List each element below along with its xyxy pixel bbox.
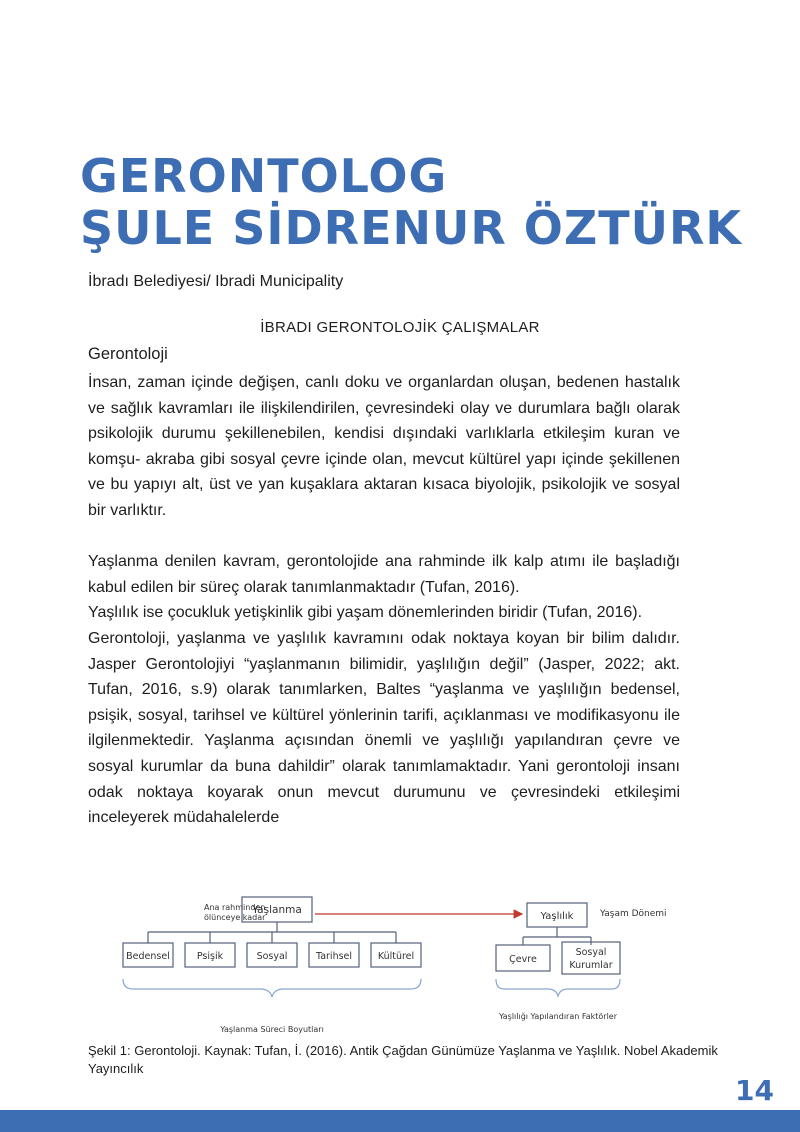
page-number: 14 <box>735 1074 774 1107</box>
label-bedensel: Bedensel <box>126 951 170 962</box>
label-tarihsel: Tarihsel <box>315 951 353 962</box>
brace-left <box>123 979 421 997</box>
body-text <box>88 370 680 831</box>
section-heading: İBRADI GERONTOLOJİK ÇALIŞMALAR <box>260 319 540 336</box>
title-line-1: GERONTOLOG <box>80 149 448 203</box>
paragraph: Yaşlılık ise çocukluk yetişkinlik gibi yaşam dönemlerinden biridir (Tufan, 2016). <box>88 604 643 622</box>
subheading: Gerontoloji <box>88 345 168 363</box>
title-line-2: ŞULE SİDRENUR ÖZTÜRK <box>80 201 743 255</box>
label-cevre: Çevre <box>509 954 537 965</box>
figure-caption: Şekil 1: Gerontoloji. Kaynak: Tufan, İ. (2016). Antik Çağdan Günümüze Yaşlanma ve Yaşlılık. Nobel Akademik Yayıncılık <box>88 1043 718 1076</box>
paragraph: Yaşlanma denilen kavram, gerontolojide ana rahminde ilk kalp atımı ile başladığı kabul edilen bir süreç olarak tanımlanmaktadır (Tufan, 2016). <box>88 553 680 596</box>
label-yasam-donemi: Yaşam Dönemi <box>600 909 667 919</box>
gerontology-diagram <box>110 895 667 1040</box>
label-sosyal-kurumlar-2: Kurumlar <box>569 960 613 971</box>
affiliation: İbradı Belediyesi/ Ibradi Municipality <box>88 273 344 290</box>
page-title <box>80 150 742 254</box>
label-yaslilik: Yaşlılık <box>540 911 574 922</box>
note-line-2: ölünceye kadar <box>204 913 266 922</box>
label-sosyal: Sosyal <box>256 951 288 962</box>
label-right-group: Yaşlılığı Yapılandıran Faktörler <box>498 1012 618 1021</box>
footer-bar <box>0 1110 800 1132</box>
label-left-group: Yaşlanma Süreci Boyutları <box>220 1025 324 1034</box>
paragraph: Gerontoloji, yaşlanma ve yaşlılık kavramını odak noktaya koyan bir bilim dalıdır. Jasper Gerontolojiyi “yaşlanmanın bilimidir, yaşlılığın değil” (Jasper, 2022; akt. Tufan, 2016, s.9) olarak tanımlarken, Baltes “yaşlanma ve yaşlılığın bedensel, psişik, sosyal, tarihsel ve kültürel yönlerinin tarifi, açıklanması ve modifikasyonu ile ilgilenmektedir. Yaşlanma açısından önemli ve yaşlılığı yapılandıran çevre ve sosyal kurumlar da buna dahildir” olarak tanımlamaktadır. Yani gerontoloji insanı odak noktaya koyarak onun mevcut durumunu ve çevresindeki etkileşimi inceleyerek müdahalelerde <box>88 629 680 827</box>
label-sosyal-kurumlar-1: Sosyal <box>575 947 607 958</box>
note-line-1: Ana rahminden <box>204 903 266 912</box>
label-kulturel: Kültürel <box>377 951 415 962</box>
label-yaslanma: Yaşlanma <box>252 904 302 916</box>
paragraph: İnsan, zaman içinde değişen, canlı doku ve organlardan oluşan, bedenen hastalık ve sağlık kavramları ile ilişkilendirilen, çevresindeki olay ve durumlara bağlı olarak psikolojik durumu şekillenebilen, kendisi dışındaki varlıklarla etkileşim kuran ve komşu- akraba gibi sosyal çevre içinde olan, mevcut kültürel yapı içinde şekillenen ve bu yapıyı alt, üst ve yan kuşaklara aktaran kısaca biyolojik, psikolojik ve sosyal bir varlıktır. <box>88 374 680 519</box>
brace-right <box>496 979 620 996</box>
label-psisik: Psişik <box>196 951 224 962</box>
